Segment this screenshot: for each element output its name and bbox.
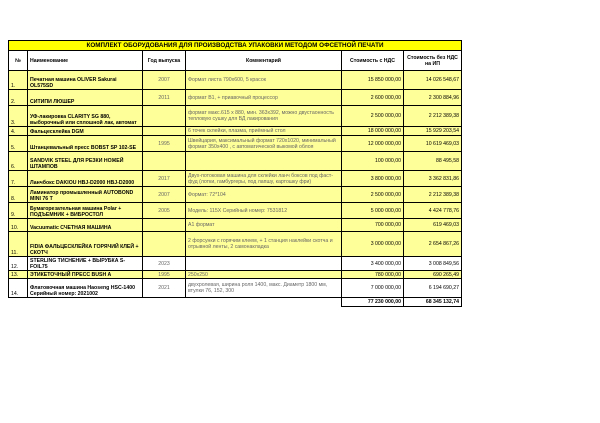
cell-comment: двухролевая, ширина роля 1400, макс. Диаметр 1800 мм, втулки 76, 152, 300 bbox=[186, 279, 342, 298]
cell-name: Vacuumatic СЧЕТНАЯ МАШИНА bbox=[28, 219, 143, 232]
cell-name: STERLING ТИСНЕНИЕ + ВЫРУБКА S-FOIL75 bbox=[28, 257, 143, 271]
cell-num: 8. bbox=[9, 187, 28, 203]
cell-num: 1. bbox=[9, 71, 28, 90]
cell-num: 11. bbox=[9, 232, 28, 257]
header-num: № bbox=[9, 51, 28, 71]
cell-price-vat: 700 000,00 bbox=[342, 219, 404, 232]
cell-name: Бумагорезательная машина Polar + ПОДЪЕМНИК + ВИБРОСТОЛ bbox=[28, 203, 143, 219]
cell-year bbox=[143, 127, 186, 136]
cell-year: 2017 bbox=[143, 171, 186, 187]
cell-num: 5. bbox=[9, 136, 28, 152]
cell-name: СИТИПИ ЛЮШЕР bbox=[28, 90, 143, 106]
cell-price-vat: 2 500 000,00 bbox=[342, 106, 404, 127]
total-price-vat: 77 230 000,00 bbox=[342, 298, 404, 307]
table-row bbox=[9, 136, 462, 152]
cell-name: ЭТИКЕТОЧНЫЙ ПРЕСС BUSH A bbox=[28, 271, 143, 279]
cell-year: 2011 bbox=[143, 90, 186, 106]
table-row bbox=[9, 106, 462, 127]
cell-name: Печатная машина OLIVER Sakurai OL575SD bbox=[28, 71, 143, 90]
cell-price-no-vat: 2 654 867,26 bbox=[404, 232, 462, 257]
cell-comment: Модель: 115X Серийный номер: 7531812 bbox=[186, 203, 342, 219]
cell-year: 2021 bbox=[143, 279, 186, 298]
cell-price-vat: 15 850 000,00 bbox=[342, 71, 404, 90]
cell-year: 1995 bbox=[143, 271, 186, 279]
cell-comment: А1 формат bbox=[186, 219, 342, 232]
cell-year: 2005 bbox=[143, 203, 186, 219]
table-row bbox=[9, 203, 462, 219]
cell-name: FIDIA ФАЛЬЦЕСКЛЕЙКА ГОРЯЧИЙ КЛЕЙ + СКОТЧ bbox=[28, 232, 143, 257]
cell-num: 7. bbox=[9, 171, 28, 187]
cell-year: 2023 bbox=[143, 257, 186, 271]
cell-price-vat: 780 000,00 bbox=[342, 271, 404, 279]
totals-spacer bbox=[186, 298, 342, 307]
cell-comment: 2 форсунки с горячим клеем, + 1 станция наклейки скотча и отрывной ленты, 2 самонакладка bbox=[186, 232, 342, 257]
table-row bbox=[9, 71, 462, 90]
cell-year bbox=[143, 106, 186, 127]
cell-num: 4. bbox=[9, 127, 28, 136]
cell-price-no-vat: 6 194 690,27 bbox=[404, 279, 462, 298]
cell-comment: формат В1, + приавочный процессор bbox=[186, 90, 342, 106]
cell-price-no-vat: 88 495,58 bbox=[404, 152, 462, 171]
cell-price-vat: 2 600 000,00 bbox=[342, 90, 404, 106]
totals-spacer bbox=[143, 298, 186, 307]
cell-num: 13. bbox=[9, 271, 28, 279]
cell-price-no-vat: 690 265,49 bbox=[404, 271, 462, 279]
table-row bbox=[9, 219, 462, 232]
table-row bbox=[9, 232, 462, 257]
cell-comment: формат макс.615 x 880, мин. 363x392, можно двустаонность тепловую сушку для ВД лакирования bbox=[186, 106, 342, 127]
spreadsheet bbox=[8, 40, 461, 307]
totals-spacer bbox=[9, 298, 28, 307]
cell-price-vat: 2 500 000,00 bbox=[342, 187, 404, 203]
cell-price-vat: 18 000 000,00 bbox=[342, 127, 404, 136]
cell-num: 9. bbox=[9, 203, 28, 219]
cell-price-no-vat: 4 424 778,76 bbox=[404, 203, 462, 219]
cell-comment: Двух-потоковая машина для склейки ланч боксов под фаст-фуд (лотки, гамбургеры, под лапшу, картошку фри) bbox=[186, 171, 342, 187]
cell-num: 14. bbox=[9, 279, 28, 298]
cell-name: Ламинатор промышленный AUTOBOND MINI 76 T bbox=[28, 187, 143, 203]
header-year: Год выпуска bbox=[143, 51, 186, 71]
table-row bbox=[9, 187, 462, 203]
cell-price-no-vat: 3 362 831,86 bbox=[404, 171, 462, 187]
cell-price-no-vat: 10 619 469,03 bbox=[404, 136, 462, 152]
header-price-no-vat: Стоимость без НДС на ИП bbox=[404, 51, 462, 71]
cell-price-vat: 12 000 000,00 bbox=[342, 136, 404, 152]
cell-num: 10. bbox=[9, 219, 28, 232]
header-comment: Комментарий bbox=[186, 51, 342, 71]
cell-price-no-vat: 2 212 389,38 bbox=[404, 187, 462, 203]
cell-name: Фальцесклейка DGM bbox=[28, 127, 143, 136]
cell-comment: Швейцария, максимальный формат 720x1020, минимальный формат 350x400 , с автоматической выкомой облоя bbox=[186, 136, 342, 152]
cell-name: УФ-лакировка CLARITY SG 880, выборочный или сплошной лак, автомат bbox=[28, 106, 143, 127]
table-row bbox=[9, 90, 462, 106]
cell-num: 6. bbox=[9, 152, 28, 171]
table-title: КОМПЛЕКТ ОБОРУДОВАНИЯ ДЛЯ ПРОИЗВОДСТВА УПАКОВКИ МЕТОДОМ ОФСЕТНОЙ ПЕЧАТИ bbox=[9, 41, 462, 51]
cell-name: Флатовочная машина Haoseng HSC-1400 Серийный номер: 2021002 bbox=[28, 279, 143, 298]
cell-price-vat: 100 000,00 bbox=[342, 152, 404, 171]
cell-year bbox=[143, 232, 186, 257]
header-name: Наименование bbox=[28, 51, 143, 71]
cell-price-vat: 7 000 000,00 bbox=[342, 279, 404, 298]
cell-num: 2. bbox=[9, 90, 28, 106]
cell-name: Штанцевальный пресс BOBST SP 102-SE bbox=[28, 136, 143, 152]
table-row bbox=[9, 152, 462, 171]
cell-price-no-vat: 2 212 389,38 bbox=[404, 106, 462, 127]
cell-price-no-vat: 14 026 548,67 bbox=[404, 71, 462, 90]
cell-year bbox=[143, 152, 186, 171]
cell-comment: 250x250 bbox=[186, 271, 342, 279]
cell-price-no-vat: 3 008 849,56 bbox=[404, 257, 462, 271]
cell-num: 3. bbox=[9, 106, 28, 127]
cell-year bbox=[143, 219, 186, 232]
cell-year: 2007 bbox=[143, 71, 186, 90]
cell-year: 2007 bbox=[143, 187, 186, 203]
total-price-no-vat: 68 345 132,74 bbox=[404, 298, 462, 307]
cell-price-vat: 3 800 000,00 bbox=[342, 171, 404, 187]
equipment-table bbox=[8, 40, 462, 307]
table-row bbox=[9, 279, 462, 298]
cell-price-vat: 3 000 000,00 bbox=[342, 232, 404, 257]
cell-price-vat: 3 400 000,00 bbox=[342, 257, 404, 271]
cell-price-no-vat: 2 300 884,96 bbox=[404, 90, 462, 106]
cell-name: Ланчбокс DAKIOU HBJ-D2000 HBJ-D2000 bbox=[28, 171, 143, 187]
header-price-vat: Стоимость с НДС bbox=[342, 51, 404, 71]
table-row bbox=[9, 257, 462, 271]
table-row bbox=[9, 171, 462, 187]
table-row bbox=[9, 271, 462, 279]
cell-year: 1995 bbox=[143, 136, 186, 152]
totals-spacer bbox=[28, 298, 143, 307]
cell-comment: 6 точек склейки, плазма, приёмный стол bbox=[186, 127, 342, 136]
cell-comment: Формат листа 790x600, 5 красок bbox=[186, 71, 342, 90]
cell-price-no-vat: 619 469,03 bbox=[404, 219, 462, 232]
cell-price-no-vat: 15 929 203,54 bbox=[404, 127, 462, 136]
cell-comment bbox=[186, 257, 342, 271]
totals-row bbox=[9, 298, 462, 307]
table-row bbox=[9, 127, 462, 136]
cell-name: SANDVIK STEEL ДЛЯ РЕЗКИ НОЖЕЙ ШТАМПОВ bbox=[28, 152, 143, 171]
cell-comment bbox=[186, 152, 342, 171]
cell-comment: Формат: 72*104 bbox=[186, 187, 342, 203]
cell-price-vat: 5 000 000,00 bbox=[342, 203, 404, 219]
cell-num: 12. bbox=[9, 257, 28, 271]
